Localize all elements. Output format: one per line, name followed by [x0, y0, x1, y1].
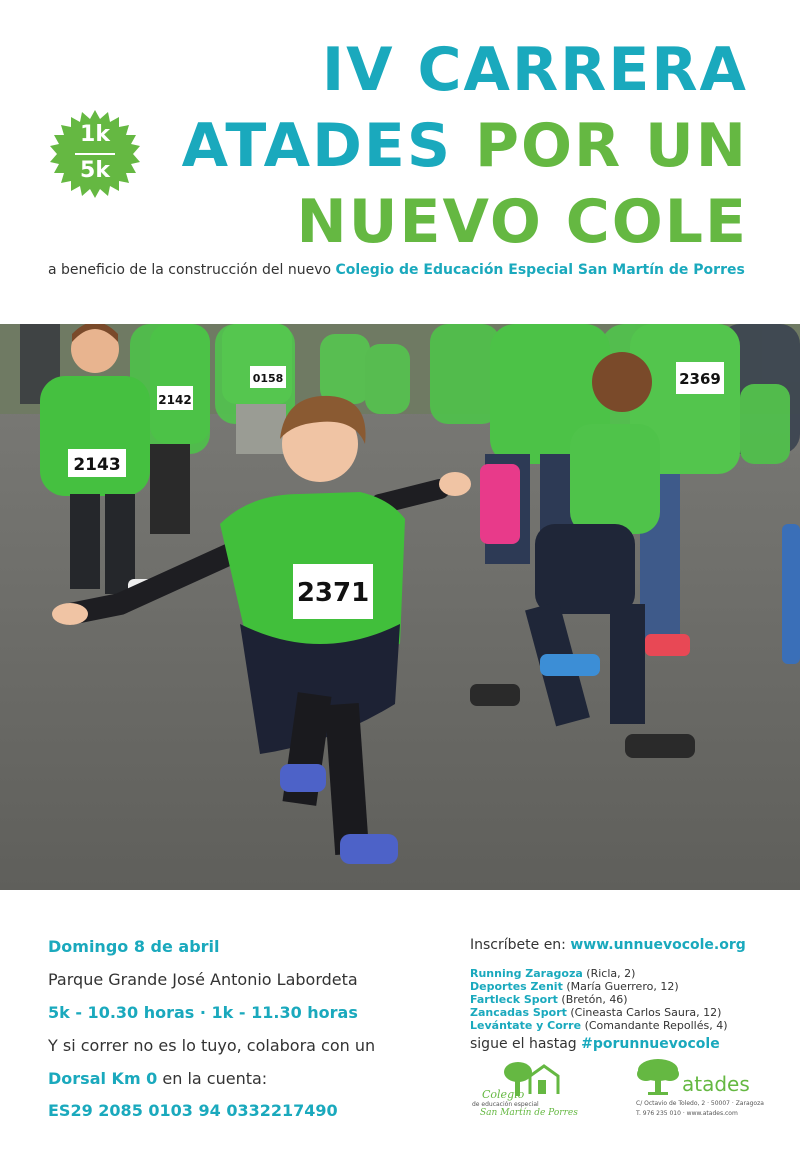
dorsal-label: Dorsal Km 0 [48, 1069, 158, 1088]
registration-label: Inscríbete en: [470, 937, 566, 953]
badge-1k: 1k [80, 122, 110, 147]
hashtag-label: sigue el hastag [470, 1036, 577, 1052]
bib-2369: 2369 [679, 370, 721, 388]
tree-icon [636, 1058, 680, 1096]
event-date: Domingo 8 de abril [48, 937, 220, 956]
event-place: Parque Grande José Antonio Labordeta [48, 970, 358, 989]
atades-logo [636, 1058, 764, 1124]
shop-detail: (María Guerrero, 12) [562, 980, 679, 993]
distance-badge [49, 108, 141, 200]
shop-detail: (Cineasta Carlos Saura, 12) [566, 1006, 722, 1019]
title-line-1: IV CARRERA [321, 35, 748, 105]
atades-logo-name: atades [682, 1072, 750, 1096]
colegio-logo [470, 1058, 578, 1124]
dorsal-line [48, 1069, 267, 1088]
dorsal-rest: en la cuenta: [157, 1069, 268, 1088]
shop-name: Zancadas Sport [470, 1006, 567, 1019]
shop-item [470, 980, 679, 993]
atades-contact: T. 976 235 010 · www.atades.com [636, 1110, 738, 1117]
registration [470, 937, 746, 953]
shop-item [470, 993, 628, 1006]
shop-detail: (Comandante Repollés, 4) [581, 1019, 728, 1032]
bib-2142: 2142 [158, 393, 192, 407]
hashtag[interactable]: #porunnuevocole [581, 1036, 720, 1052]
shop-detail: (Bretón, 46) [557, 993, 628, 1006]
bank-account: ES29 2085 0103 94 0332217490 [48, 1101, 338, 1120]
title-line-3: NUEVO COLE [296, 187, 748, 257]
shop-item [470, 1006, 721, 1019]
colegio-logo-name: San Martín de Porres [480, 1108, 578, 1118]
subtitle-text: a beneficio de la construcción del nuevo [48, 262, 332, 278]
hashtag-line [470, 1036, 720, 1052]
shop-item [470, 1019, 728, 1032]
shop-name: Running Zaragoza [470, 967, 583, 980]
subtitle [48, 262, 758, 278]
badge-5k: 5k [80, 158, 110, 183]
shop-name: Fartleck Sport [470, 993, 558, 1006]
shop-item [470, 967, 635, 980]
shop-name: Deportes Zenit [470, 980, 563, 993]
colegio-logo-sub: de educación especial [472, 1101, 539, 1108]
collab-text: Y si correr no es lo tuyo, colabora con un [48, 1036, 376, 1055]
atades-address: C/ Octavio de Toledo, 2 · 50007 · Zaragoza [636, 1100, 764, 1107]
title-por-un: POR UN [474, 111, 748, 181]
colegio-logo-title: Colegio [482, 1088, 525, 1101]
title-line-2 [182, 110, 748, 182]
bib-0158: 0158 [252, 372, 284, 385]
shop-name: Levántate y Corre [470, 1019, 582, 1032]
event-times: 5k - 10.30 horas · 1k - 11.30 horas [48, 1003, 358, 1022]
registration-url[interactable]: www.unnuevocole.org [570, 937, 746, 953]
subtitle-school: Colegio de Educación Especial San Martín de Porres [335, 262, 745, 278]
bib-2143: 2143 [73, 455, 121, 475]
runners-illustration [0, 324, 800, 890]
title-atades: ATADES [181, 111, 453, 181]
shop-detail: (Ricla, 2) [582, 967, 636, 980]
bib-2371: 2371 [296, 578, 370, 608]
race-photo [0, 324, 800, 890]
